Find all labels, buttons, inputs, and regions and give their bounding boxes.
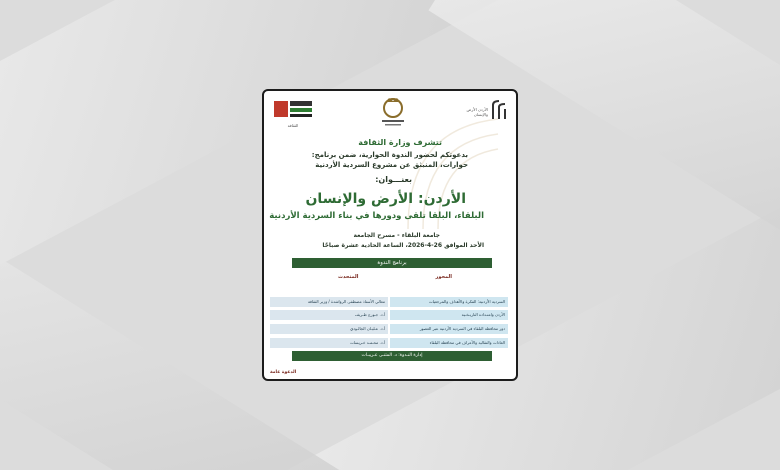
event-datetime: الأحد الموافق 26-4-2026، الساعة الحادية عشرة صباحًا <box>322 242 484 249</box>
titled-label: بعنـــوان: <box>375 175 412 184</box>
anniversary-logo-icon <box>272 99 314 119</box>
venue: جامعة البلقاء - مسرح الجامعة <box>353 232 440 239</box>
speakers-column-header: المتحدث <box>338 274 359 280</box>
topics-column-header: المحور <box>435 274 452 280</box>
event-title: الأردن: الأرض والإنسان <box>305 191 466 207</box>
host-line: تتشرف وزارة الثقافة <box>358 138 442 147</box>
speaker-row: أ.د. عـليـان الجالـودي <box>270 324 388 334</box>
program-header: برنامج الندوة <box>292 258 492 268</box>
invitation-card <box>262 89 518 381</box>
speaker-row: أ.د. محـمـد خـريسات <box>270 338 388 348</box>
speaker-row: أ.د. جـورج طـريف <box>270 310 388 320</box>
project-logo-right <box>458 99 508 125</box>
logos-row <box>264 91 516 131</box>
moderator-bar: إدارة النـدوة: د. المثنـى عـريبـات <box>292 351 492 361</box>
logo-right-caption: الأردن الأرض والإنسان <box>466 107 488 117</box>
program-line: حوارات، المنبثق عن مشروع السردية الأردنية <box>315 161 468 169</box>
speaker-row: معالي الأستاذ مصطفى الرواشدة / وزير الثقافة <box>270 297 388 307</box>
topic-row: دور محافظة البلقاء في السردية الأردنية عبر العصور <box>390 324 508 334</box>
topic-row: السردية الأردنية: الفكرة والأهداف والمرجعيات <box>390 297 508 307</box>
event-subtitle: البلقاء، البلقا تلقى ودورها في بناء السردية الأردنية <box>269 211 484 221</box>
topic-row: الأردن وامتـداده التاريـخـية <box>390 310 508 320</box>
ministry-emblem <box>376 96 410 128</box>
topic-row: العادات والتقاليد والأعراف في محافظة البلقاء <box>390 338 508 348</box>
project-mark-icon <box>490 99 508 121</box>
logo-left-caption: الثقافة <box>287 123 299 128</box>
ministry-logo-left <box>272 99 314 128</box>
crown-emblem-icon <box>376 96 410 128</box>
invite-line: بدعوتكم لحضور الندوة الحوارية، ضمن برنامج: <box>311 151 468 159</box>
public-invitation-note: الدعوة عامة <box>270 370 297 375</box>
